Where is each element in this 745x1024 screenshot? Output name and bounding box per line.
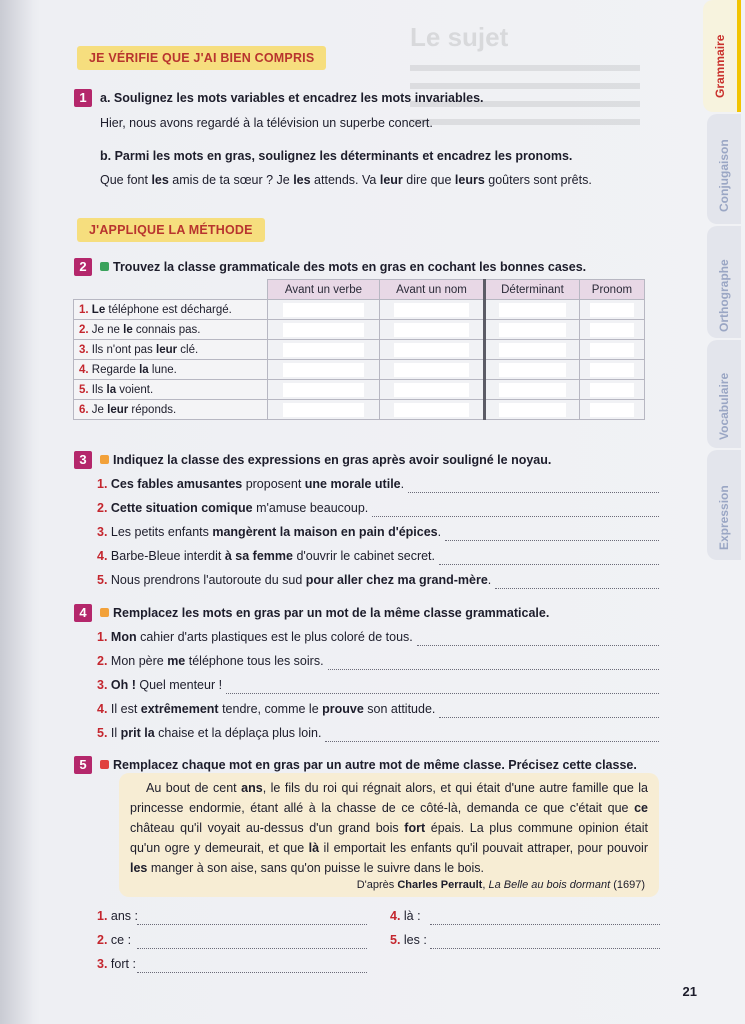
- exercise-3-instruction: [98, 453, 551, 467]
- answer-line[interactable]: [137, 972, 367, 973]
- exercise-5-number: 5: [74, 756, 92, 774]
- answer-line[interactable]: [325, 741, 659, 742]
- answer-box[interactable]: [394, 343, 468, 357]
- row-sentence: [74, 320, 268, 340]
- tab-expression[interactable]: [707, 450, 741, 560]
- text-run: D'après: [356, 879, 398, 891]
- answer-line[interactable]: [445, 540, 659, 541]
- text-run: goûters sont prêts.: [484, 173, 592, 187]
- bold-word: prit la: [120, 726, 155, 740]
- checkbox-cell[interactable]: [485, 340, 580, 360]
- exercise-4-title: Remplacez les mots en gras par un mot de la même classe grammaticale.: [113, 606, 550, 620]
- text-run: téléphone tous les soirs.: [185, 654, 324, 668]
- row-sentence: [74, 360, 268, 380]
- item-number: 1.: [97, 630, 111, 644]
- bold-word: extrêmement: [140, 702, 219, 716]
- text-run: amis de ta sœur ? Je: [168, 173, 294, 187]
- checkbox-cell[interactable]: [379, 340, 484, 360]
- text-run: manger à son aise, sans qu'on puisse le suivre dans le bois.: [147, 861, 484, 875]
- answer-word: ans :: [110, 909, 139, 923]
- text-run: .: [487, 573, 492, 587]
- answer-box[interactable]: [283, 343, 364, 357]
- tab-vocabulaire-label: Vocabulaire: [717, 372, 731, 440]
- text-run: téléphone est déchargé.: [105, 303, 232, 316]
- checkbox-cell[interactable]: [268, 360, 380, 380]
- table-row: [74, 400, 645, 420]
- text-run: m'amuse beaucoup.: [252, 501, 369, 515]
- answer-box[interactable]: [283, 363, 364, 377]
- text-run: Il est: [110, 702, 141, 716]
- item-number: 1.: [79, 303, 92, 316]
- bold-word: à sa femme: [224, 549, 293, 563]
- answer-box[interactable]: [590, 363, 633, 377]
- bold-word: ans: [241, 781, 263, 795]
- bold-word: ce: [634, 801, 648, 815]
- tab-conjugaison-label: Conjugaison: [717, 139, 731, 212]
- text-run: Il: [110, 726, 121, 740]
- answer-line[interactable]: [417, 645, 659, 646]
- table-row: [74, 360, 645, 380]
- exercise-4-item: [97, 630, 413, 644]
- text-run: Regarde: [91, 363, 140, 376]
- checkbox-cell[interactable]: [379, 320, 484, 340]
- text-run: ,: [482, 879, 489, 891]
- answer-box[interactable]: [590, 343, 633, 357]
- answer-line[interactable]: [408, 492, 659, 493]
- table-row: [74, 340, 645, 360]
- text-run: chaise et la déplaça plus loin.: [154, 726, 322, 740]
- bold-word: Ces fables amusantes: [110, 477, 243, 491]
- difficulty-green-icon: [100, 262, 109, 271]
- answer-box[interactable]: [283, 323, 364, 337]
- exercise-3-item: [97, 477, 404, 491]
- item-number: 3.: [97, 957, 111, 971]
- item-number: 5.: [97, 573, 111, 587]
- exercise-5-title: Remplacez chaque mot en gras par un autre mot de même classe. Précisez cette classe.: [113, 758, 637, 772]
- chapter-tabs: [703, 0, 745, 1024]
- text-run: son attitude.: [363, 702, 436, 716]
- text-run: Ils: [91, 383, 107, 396]
- answer-box[interactable]: [283, 403, 364, 417]
- text-run: Je: [91, 403, 108, 416]
- exercise-4-item: [97, 726, 321, 740]
- bold-word: les: [293, 173, 311, 187]
- bold-word: le: [123, 323, 133, 336]
- text-run: .: [400, 477, 405, 491]
- table-row: [74, 300, 645, 320]
- text-run: tendre, comme le: [218, 702, 323, 716]
- item-number: 4.: [79, 363, 92, 376]
- answer-box[interactable]: [283, 303, 364, 317]
- item-number: 5.: [390, 933, 404, 947]
- item-number: 4.: [97, 549, 111, 563]
- tab-orthographe[interactable]: [707, 226, 741, 338]
- bold-word: Oh !: [110, 678, 136, 692]
- item-number: 6.: [79, 403, 92, 416]
- bold-word: me: [167, 654, 186, 668]
- row-sentence: [74, 380, 268, 400]
- checkbox-cell[interactable]: [485, 300, 580, 320]
- checkbox-cell[interactable]: [268, 400, 380, 420]
- exercise-4-instruction: [98, 606, 549, 620]
- text-run: Quel menteur !: [135, 678, 223, 692]
- answer-box[interactable]: [394, 383, 468, 397]
- text-run: d'ouvrir le cabinet secret.: [292, 549, 436, 563]
- answer-label: [97, 933, 131, 947]
- text-run: Que font: [100, 173, 152, 187]
- exercise-3-item: [97, 525, 441, 539]
- checkbox-cell[interactable]: [579, 320, 644, 340]
- text-run: Les petits enfants: [110, 525, 213, 539]
- text-run: La Belle au bois dormant: [488, 879, 611, 891]
- difficulty-orange-icon: [100, 608, 109, 617]
- text-run: connais pas.: [132, 323, 201, 336]
- item-number: 2.: [97, 654, 111, 668]
- checkbox-cell[interactable]: [579, 380, 644, 400]
- exercise-1b-sentence: [100, 173, 592, 187]
- answer-line[interactable]: [495, 588, 659, 589]
- item-number: 4.: [97, 702, 111, 716]
- bold-word: Cette situation comique: [110, 501, 253, 515]
- answer-box[interactable]: [499, 403, 565, 417]
- answer-word: fort :: [110, 957, 136, 971]
- item-number: 5.: [79, 383, 92, 396]
- answer-label: [97, 957, 136, 971]
- checkbox-cell[interactable]: [579, 400, 644, 420]
- answer-box[interactable]: [394, 323, 468, 337]
- section-verify-title: JE VÉRIFIE QUE J'AI BIEN COMPRIS: [77, 46, 326, 70]
- item-number: 1.: [97, 909, 111, 923]
- answer-box[interactable]: [590, 383, 633, 397]
- exercise-2-instruction: [98, 260, 586, 274]
- answer-box[interactable]: [590, 403, 633, 417]
- text-run: (1697): [610, 879, 645, 891]
- row-sentence: [74, 300, 268, 320]
- text-run: .: [437, 525, 442, 539]
- exercise-3-item: [97, 573, 491, 587]
- section-apply-title: J'APPLIQUE LA MÉTHODE: [77, 218, 265, 242]
- checkbox-cell[interactable]: [268, 340, 380, 360]
- exercise-1a-sentence: Hier, nous avons regardé à la télévision un superbe concert.: [100, 116, 433, 130]
- answer-line[interactable]: [430, 948, 660, 949]
- bold-word: la: [139, 363, 149, 376]
- answer-box[interactable]: [394, 363, 468, 377]
- grammar-class-table: [73, 279, 645, 420]
- text-run: dire que: [402, 173, 455, 187]
- answer-word: ce :: [110, 933, 132, 947]
- table-row: [74, 380, 645, 400]
- bold-word: mangèrent la maison en pain d'épices: [212, 525, 438, 539]
- bold-word: leur: [156, 343, 178, 356]
- bold-word: Le: [91, 303, 106, 316]
- item-number: 2.: [97, 933, 111, 947]
- exercise-4-number: 4: [74, 604, 92, 622]
- answer-line[interactable]: [137, 948, 367, 949]
- text-run: réponds.: [128, 403, 177, 416]
- exercise-3-item: [97, 501, 368, 515]
- bold-word: une morale utile: [304, 477, 401, 491]
- answer-word: là :: [403, 909, 421, 923]
- row-sentence: [74, 340, 268, 360]
- checkbox-cell[interactable]: [485, 320, 580, 340]
- text-run: lune.: [148, 363, 177, 376]
- answer-line[interactable]: [328, 669, 659, 670]
- checkbox-cell[interactable]: [379, 380, 484, 400]
- exercise-2-number: 2: [74, 258, 92, 276]
- checkbox-cell[interactable]: [485, 400, 580, 420]
- item-number: 1.: [97, 477, 111, 491]
- row-sentence: [74, 400, 268, 420]
- excerpt-source: [357, 879, 645, 891]
- checkbox-cell[interactable]: [579, 340, 644, 360]
- book-spine: [0, 0, 32, 1024]
- page-number: 21: [682, 984, 697, 999]
- answer-label: [390, 909, 421, 923]
- text-run: il emportait les enfants qu'il pouvait attraper, pour pouvoir: [319, 841, 648, 855]
- text-run: Nous prendrons l'autoroute du sud: [110, 573, 306, 587]
- difficulty-red-icon: [100, 760, 109, 769]
- answer-line[interactable]: [372, 516, 659, 517]
- checkbox-cell[interactable]: [268, 320, 380, 340]
- exercise-5-instruction: [98, 758, 637, 772]
- checkbox-cell[interactable]: [485, 380, 580, 400]
- checkbox-cell[interactable]: [485, 360, 580, 380]
- checkbox-cell[interactable]: [379, 360, 484, 380]
- exercise-4-item: [97, 654, 324, 668]
- text-run: Barbe-Bleue interdit: [110, 549, 225, 563]
- answer-line[interactable]: [439, 717, 659, 718]
- bold-word: Mon: [110, 630, 137, 644]
- bold-word: leur: [107, 403, 129, 416]
- exercise-2-title: Trouvez la classe grammaticale des mots en gras en cochant les bonnes cases.: [113, 260, 587, 274]
- text-run: clé.: [177, 343, 199, 356]
- answer-box[interactable]: [499, 383, 565, 397]
- exercise-1a-instruction: a. Soulignez les mots variables et encadrez les mots invariables.: [100, 91, 484, 105]
- answer-box[interactable]: [499, 323, 565, 337]
- answer-box[interactable]: [394, 303, 468, 317]
- answer-box[interactable]: [394, 403, 468, 417]
- answer-word: les :: [403, 933, 427, 947]
- item-number: 3.: [97, 678, 111, 692]
- answer-box[interactable]: [590, 303, 633, 317]
- answer-box[interactable]: [590, 323, 633, 337]
- exercise-4-item: [97, 678, 222, 692]
- answer-box[interactable]: [499, 363, 565, 377]
- exercise-3-title: Indiquez la classe des expressions en gras après avoir souligné le noyau.: [113, 453, 552, 467]
- answer-box[interactable]: [499, 343, 565, 357]
- item-number: 3.: [97, 525, 111, 539]
- text-run: épais. La plus commune opinion était qu'un ogre y demeurait, et que: [130, 821, 648, 855]
- text-run: cahier d'arts plastiques est le plus coloré de tous.: [136, 630, 413, 644]
- col-header-before-noun: Avant un nom: [379, 280, 484, 300]
- tab-vocabulaire[interactable]: [707, 340, 741, 448]
- text-run: Je ne: [91, 323, 124, 336]
- checkbox-cell[interactable]: [268, 380, 380, 400]
- tab-conjugaison[interactable]: [707, 114, 741, 224]
- bold-word: leurs: [454, 173, 485, 187]
- checkbox-cell[interactable]: [579, 360, 644, 380]
- checkbox-cell[interactable]: [379, 300, 484, 320]
- answer-label: [97, 909, 138, 923]
- item-number: 4.: [390, 909, 404, 923]
- item-number: 3.: [79, 343, 92, 356]
- text-run: attends. Va: [310, 173, 380, 187]
- text-run: Au bout de cent: [146, 781, 242, 795]
- answer-line[interactable]: [137, 924, 367, 925]
- text-run: Ils n'ont pas: [91, 343, 157, 356]
- bold-word: fort: [404, 821, 426, 835]
- text-run: Mon père: [110, 654, 168, 668]
- bold-word: Charles Perrault: [397, 879, 483, 891]
- answer-line[interactable]: [439, 564, 659, 565]
- bold-word: pour aller chez ma grand-mère: [305, 573, 488, 587]
- bold-word: les: [151, 173, 169, 187]
- text-run: , le fils du roi qui régnait alors, et qui était d'une autre famille que la princesse endormie, étant allé à la chasse de ce côté-là, demanda ce que c'était que: [130, 781, 648, 815]
- item-number: 2.: [97, 501, 111, 515]
- checkbox-cell[interactable]: [579, 300, 644, 320]
- tab-grammaire-label: Grammaire: [713, 34, 727, 98]
- bold-word: leur: [379, 173, 403, 187]
- text-run: voient.: [116, 383, 154, 396]
- table-row: [74, 320, 645, 340]
- excerpt-text: [130, 778, 648, 878]
- exercise-1-number: 1: [74, 89, 92, 107]
- answer-line[interactable]: [430, 924, 660, 925]
- item-number: 5.: [97, 726, 111, 740]
- exercise-1b-instruction: b. Parmi les mots en gras, soulignez les déterminants et encadrez les pronoms.: [100, 149, 573, 163]
- text-run: proposent: [242, 477, 305, 491]
- exercise-3-number: 3: [74, 451, 92, 469]
- checkbox-cell[interactable]: [268, 300, 380, 320]
- bold-word: la: [106, 383, 117, 396]
- checkbox-cell[interactable]: [379, 400, 484, 420]
- tab-grammaire[interactable]: [703, 0, 741, 112]
- tab-orthographe-label: Orthographe: [717, 259, 731, 332]
- answer-line[interactable]: [226, 693, 659, 694]
- answer-box[interactable]: [283, 383, 364, 397]
- col-header-pronoun: Pronom: [579, 280, 644, 300]
- item-number: 2.: [79, 323, 92, 336]
- text-run: château qu'il voyait au-dessus d'un grand bois: [130, 821, 405, 835]
- answer-label: [390, 933, 427, 947]
- bold-word: prouve: [322, 702, 364, 716]
- bold-word: les: [130, 861, 148, 875]
- difficulty-orange-icon: [100, 455, 109, 464]
- answer-box[interactable]: [499, 303, 565, 317]
- exercise-4-item: [97, 702, 435, 716]
- exercise-3-item: [97, 549, 435, 563]
- col-header-before-verb: Avant un verbe: [268, 280, 380, 300]
- bold-word: là: [308, 841, 320, 855]
- col-header-determiner: Déterminant: [485, 280, 580, 300]
- tab-expression-label: Expression: [717, 485, 731, 550]
